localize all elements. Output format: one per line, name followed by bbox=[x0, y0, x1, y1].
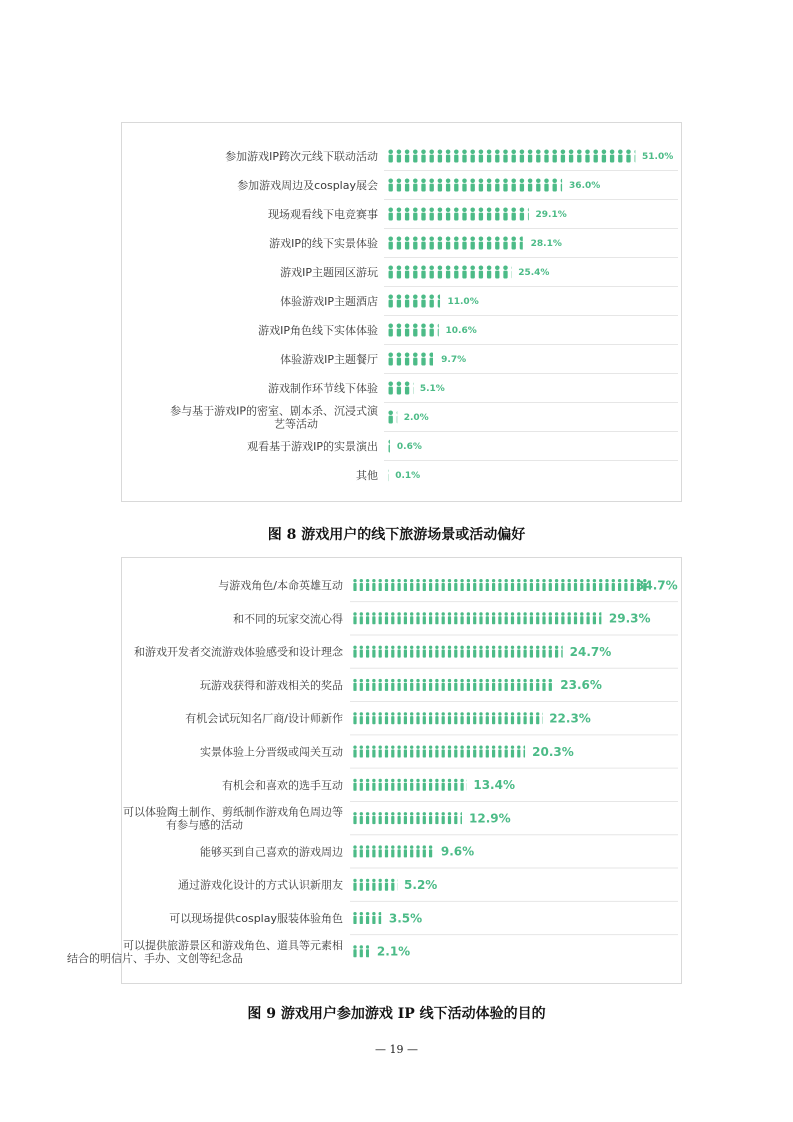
category-label: 和不同的玩家交流心得 bbox=[233, 612, 343, 626]
data-label: 2.0% bbox=[403, 413, 429, 424]
category-label: 可以提供旅游景区和游戏角色、道具等元素相结合的明信片、手办、文创等纪念品 bbox=[67, 938, 343, 965]
category-label: 体验游戏IP主题餐厅 bbox=[280, 352, 378, 366]
pictograph-bar bbox=[388, 295, 442, 308]
category-label: 玩游戏获得和游戏相关的奖品 bbox=[200, 678, 343, 692]
category-label: 参与基于游戏IP的密室、剧本杀、沉浸式演艺等活动 bbox=[170, 404, 378, 431]
category-label: 参加游戏周边及cosplay展会 bbox=[237, 178, 378, 192]
chart-row bbox=[258, 323, 678, 345]
chart-row bbox=[268, 381, 678, 403]
pictograph-bar bbox=[353, 712, 545, 724]
chart-row bbox=[123, 805, 678, 835]
pictograph-bar bbox=[353, 579, 646, 591]
category-label: 体验游戏IP主题酒店 bbox=[280, 294, 378, 308]
data-label: 0.6% bbox=[396, 442, 422, 453]
chart-row bbox=[200, 744, 678, 768]
chart-row bbox=[134, 645, 678, 669]
data-label: 29.1% bbox=[535, 210, 567, 221]
data-label: 2.1% bbox=[376, 944, 411, 959]
pictograph-bar bbox=[388, 353, 434, 366]
category-label: 观看基于游戏IP的实景演出 bbox=[247, 439, 378, 453]
data-label: 9.7% bbox=[441, 355, 467, 366]
chart-row bbox=[200, 678, 678, 702]
data-label: 29.3% bbox=[608, 611, 651, 626]
chart-row bbox=[170, 403, 678, 431]
pictograph-bar bbox=[353, 945, 369, 957]
data-label: 9.6% bbox=[440, 844, 475, 859]
category-label: 可以体验陶土制作、剪纸制作游戏角色周边等有参与感的活动 bbox=[123, 805, 343, 832]
chart-canvas bbox=[67, 558, 683, 985]
pictograph-bar bbox=[353, 612, 602, 624]
chart-row bbox=[280, 352, 678, 374]
pictograph-bar bbox=[388, 382, 417, 395]
chart-row bbox=[67, 938, 410, 965]
chart-row bbox=[225, 149, 678, 171]
chart-row bbox=[185, 711, 678, 735]
category-label: 有机会和喜欢的选手互动 bbox=[222, 778, 343, 792]
category-label: 游戏制作环节线下体验 bbox=[268, 381, 378, 395]
category-label: 其他 bbox=[356, 468, 378, 482]
data-label: 11.0% bbox=[447, 297, 479, 308]
data-label: 13.4% bbox=[473, 778, 515, 793]
figure-9-caption: 图 9 游戏用户参加游戏 IP 线下活动体验的目的 bbox=[247, 1006, 546, 1022]
chart-canvas bbox=[122, 123, 683, 503]
chart-row bbox=[269, 236, 678, 258]
ip-activity-purpose-chart bbox=[67, 557, 682, 984]
pictograph-bar bbox=[388, 237, 524, 250]
chart-row bbox=[356, 468, 420, 482]
pictograph-bar bbox=[353, 646, 564, 658]
pictograph-bar bbox=[388, 208, 532, 221]
category-label: 通过游戏化设计的方式认识新朋友 bbox=[178, 878, 343, 892]
data-label: 10.6% bbox=[445, 326, 477, 337]
data-label: 25.4% bbox=[518, 268, 550, 279]
pictograph-bar bbox=[353, 845, 432, 857]
chart-row bbox=[169, 911, 678, 935]
offline-tourism-preference-chart bbox=[121, 122, 682, 502]
pictograph-bar bbox=[388, 150, 639, 163]
page-number: — 19 — bbox=[375, 1043, 418, 1056]
category-label: 实景体验上分晋级或闯关互动 bbox=[200, 745, 343, 759]
data-label: 23.6% bbox=[560, 678, 602, 693]
data-label: 28.1% bbox=[530, 239, 562, 250]
data-label: 34.7% bbox=[636, 578, 678, 593]
pictograph-bar bbox=[388, 179, 565, 192]
pictograph-bar bbox=[353, 812, 463, 824]
data-label: 12.9% bbox=[469, 811, 511, 826]
category-label: 和游戏开发者交流游戏体验感受和设计理念 bbox=[134, 645, 343, 659]
pictograph-bar bbox=[353, 679, 552, 691]
chart-row bbox=[237, 178, 678, 200]
pictograph-bar bbox=[388, 324, 442, 337]
category-label: 能够买到自己喜欢的游戏周边 bbox=[200, 845, 343, 859]
pictograph-bar bbox=[353, 879, 400, 891]
pictograph-bar bbox=[388, 440, 393, 453]
pictograph-bar bbox=[388, 411, 401, 424]
chart-row bbox=[280, 265, 678, 287]
data-label: 5.1% bbox=[419, 384, 445, 395]
pictograph-bar bbox=[353, 912, 382, 924]
chart-row bbox=[222, 778, 678, 802]
data-label: 22.3% bbox=[549, 711, 591, 726]
figure-8-caption: 图 8 游戏用户的线下旅游场景或活动偏好 bbox=[267, 527, 526, 543]
data-label: 51.0% bbox=[642, 152, 674, 163]
category-label: 与游戏角色/本命英雄互动 bbox=[218, 578, 343, 592]
chart-row bbox=[178, 878, 678, 902]
data-label: 36.0% bbox=[569, 181, 601, 192]
chart-row bbox=[280, 294, 678, 316]
category-label: 可以现场提供cosplay服装体验角色 bbox=[169, 911, 343, 925]
data-label: 3.5% bbox=[388, 911, 423, 926]
category-label: 游戏IP的线下实景体验 bbox=[269, 236, 378, 250]
category-label: 游戏IP主题园区游玩 bbox=[280, 265, 378, 279]
data-label: 20.3% bbox=[532, 744, 574, 759]
category-label: 现场观看线下电竞赛事 bbox=[268, 207, 378, 221]
chart-row bbox=[218, 578, 678, 602]
pictograph-bar bbox=[353, 779, 470, 791]
chart-row bbox=[233, 611, 678, 635]
data-label: 0.1% bbox=[395, 471, 421, 482]
category-label: 参加游戏IP跨次元线下联动活动 bbox=[225, 149, 378, 163]
pictograph-bar bbox=[353, 746, 526, 758]
pictograph-bar bbox=[388, 266, 516, 279]
chart-row bbox=[200, 844, 678, 868]
chart-row bbox=[268, 207, 678, 229]
data-label: 5.2% bbox=[404, 878, 438, 893]
category-label: 有机会试玩知名厂商/设计师新作 bbox=[185, 712, 343, 726]
data-label: 24.7% bbox=[569, 644, 612, 659]
category-label: 游戏IP角色线下实体体验 bbox=[258, 323, 378, 337]
pictograph-bar bbox=[388, 469, 393, 482]
chart-row bbox=[247, 439, 678, 461]
